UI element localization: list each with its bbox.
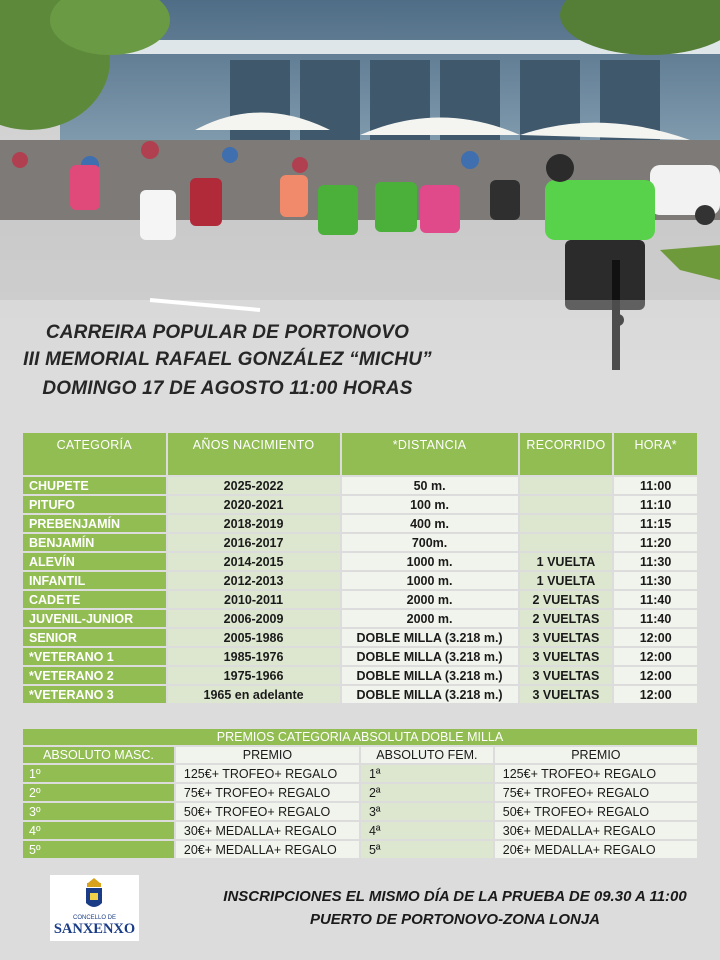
prize-row bbox=[23, 822, 697, 839]
category-time-cell: 11:10 bbox=[614, 496, 697, 513]
header-absoluto-masc: ABSOLUTO MASC. bbox=[23, 747, 174, 763]
prize-masc-position-cell: 5º bbox=[23, 841, 174, 858]
category-distance-cell: 1000 m. bbox=[342, 572, 518, 589]
category-time-cell: 12:00 bbox=[614, 629, 697, 646]
prize-masc-prize-cell: 125€+ TROFEO+ REGALO bbox=[176, 765, 359, 782]
category-distance-cell: DOBLE MILLA (3.218 m.) bbox=[342, 667, 518, 684]
category-distance-cell: 100 m. bbox=[342, 496, 518, 513]
prize-row bbox=[23, 784, 697, 801]
category-distance-cell: 400 m. bbox=[342, 515, 518, 532]
prize-masc-prize-cell: 20€+ MEDALLA+ REGALO bbox=[176, 841, 359, 858]
hero-title-line-1: CARREIRA POPULAR DE PORTONOVO bbox=[45, 322, 410, 343]
category-row bbox=[23, 496, 697, 513]
category-row bbox=[23, 686, 697, 703]
category-distance-cell: 2000 m. bbox=[342, 610, 518, 627]
sanxenxo-crest-icon bbox=[50, 875, 139, 915]
category-birth-years-cell: 1965 en adelante bbox=[168, 686, 340, 703]
category-category-cell: PITUFO bbox=[23, 496, 166, 513]
header-distancia: *DISTANCIA bbox=[342, 433, 518, 475]
category-birth-years-cell: 2020-2021 bbox=[168, 496, 340, 513]
footer-location: PUERTO DE PORTONOVO-ZONA LONJA bbox=[309, 911, 601, 928]
category-row bbox=[23, 553, 697, 570]
category-row bbox=[23, 515, 697, 532]
category-category-cell: SENIOR bbox=[23, 629, 166, 646]
category-birth-years-cell: 1985-1976 bbox=[168, 648, 340, 665]
prize-masc-position-cell: 2º bbox=[23, 784, 174, 801]
category-route-cell: 3 VUELTAS bbox=[520, 667, 613, 684]
category-distance-cell: 1000 m. bbox=[342, 553, 518, 570]
category-time-cell: 11:30 bbox=[614, 572, 697, 589]
prize-fem-prize-cell: 125€+ TROFEO+ REGALO bbox=[495, 765, 697, 782]
category-time-cell: 12:00 bbox=[614, 686, 697, 703]
prize-fem-prize-cell: 50€+ TROFEO+ REGALO bbox=[495, 803, 697, 820]
header-hora: HORA* bbox=[614, 433, 697, 475]
prize-fem-position-cell: 5ª bbox=[361, 841, 493, 858]
category-category-cell: INFANTIL bbox=[23, 572, 166, 589]
prizes-title-row bbox=[23, 729, 697, 745]
category-route-cell: 1 VUELTA bbox=[520, 553, 613, 570]
category-birth-years-cell: 2006-2009 bbox=[168, 610, 340, 627]
prizes-table bbox=[21, 727, 699, 860]
prize-row bbox=[23, 765, 697, 782]
category-birth-years-cell: 2014-2015 bbox=[168, 553, 340, 570]
prize-fem-position-cell: 4ª bbox=[361, 822, 493, 839]
category-row bbox=[23, 591, 697, 608]
header-premio-fem: PREMIO bbox=[495, 747, 697, 763]
category-time-cell: 12:00 bbox=[614, 667, 697, 684]
category-category-cell: CHUPETE bbox=[23, 477, 166, 494]
logo-small-text: CONCELLO DE bbox=[72, 915, 116, 921]
category-route-cell bbox=[520, 477, 613, 494]
category-row bbox=[23, 667, 697, 684]
category-birth-years-cell: 2018-2019 bbox=[168, 515, 340, 532]
categories-table bbox=[21, 431, 699, 705]
prize-masc-prize-cell: 50€+ TROFEO+ REGALO bbox=[176, 803, 359, 820]
category-birth-years-cell: 1975-1966 bbox=[168, 667, 340, 684]
footer-inscripciones: INSCRIPCIONES EL MISMO DÍA DE LA PRUEBA DE 09.30 A 11:00 bbox=[223, 888, 687, 905]
category-birth-years-cell: 2012-2013 bbox=[168, 572, 340, 589]
categories-header-row bbox=[23, 433, 697, 475]
category-route-cell bbox=[520, 496, 613, 513]
header-premio-masc: PREMIO bbox=[176, 747, 359, 763]
category-distance-cell: 2000 m. bbox=[342, 591, 518, 608]
prize-masc-position-cell: 4º bbox=[23, 822, 174, 839]
category-distance-cell: DOBLE MILLA (3.218 m.) bbox=[342, 686, 518, 703]
prize-masc-prize-cell: 75€+ TROFEO+ REGALO bbox=[176, 784, 359, 801]
category-row bbox=[23, 477, 697, 494]
category-time-cell: 11:40 bbox=[614, 610, 697, 627]
category-route-cell: 3 VUELTAS bbox=[520, 629, 613, 646]
prize-fem-position-cell: 2ª bbox=[361, 784, 493, 801]
category-category-cell: CADETE bbox=[23, 591, 166, 608]
header-absoluto-fem: ABSOLUTO FEM. bbox=[361, 747, 493, 763]
category-category-cell: *VETERANO 1 bbox=[23, 648, 166, 665]
prize-fem-prize-cell: 75€+ TROFEO+ REGALO bbox=[495, 784, 697, 801]
prize-masc-position-cell: 3º bbox=[23, 803, 174, 820]
category-distance-cell: 50 m. bbox=[342, 477, 518, 494]
category-route-cell: 3 VUELTAS bbox=[520, 686, 613, 703]
category-birth-years-cell: 2016-2017 bbox=[168, 534, 340, 551]
category-time-cell: 11:15 bbox=[614, 515, 697, 532]
category-row bbox=[23, 648, 697, 665]
prizes-title: PREMIOS CATEGORIA ABSOLUTA DOBLE MILLA bbox=[23, 729, 697, 745]
category-row bbox=[23, 534, 697, 551]
category-birth-years-cell: 2005-1986 bbox=[168, 629, 340, 646]
hero-photo bbox=[0, 0, 720, 412]
header-categoria: CATEGORÍA bbox=[23, 433, 166, 475]
prize-fem-position-cell: 1ª bbox=[361, 765, 493, 782]
category-category-cell: BENJAMÍN bbox=[23, 534, 166, 551]
category-distance-cell: DOBLE MILLA (3.218 m.) bbox=[342, 629, 518, 646]
prize-row bbox=[23, 803, 697, 820]
hero-title-line-2: III MEMORIAL RAFAEL GONZÁLEZ “MICHU” bbox=[23, 349, 432, 370]
category-category-cell: *VETERANO 3 bbox=[23, 686, 166, 703]
category-time-cell: 11:20 bbox=[614, 534, 697, 551]
prize-masc-prize-cell: 30€+ MEDALLA+ REGALO bbox=[176, 822, 359, 839]
prize-fem-position-cell: 3ª bbox=[361, 803, 493, 820]
category-birth-years-cell: 2025-2022 bbox=[168, 477, 340, 494]
category-route-cell bbox=[520, 534, 613, 551]
category-category-cell: JUVENIL-JUNIOR bbox=[23, 610, 166, 627]
category-route-cell bbox=[520, 515, 613, 532]
category-route-cell: 3 VUELTAS bbox=[520, 648, 613, 665]
category-birth-years-cell: 2010-2011 bbox=[168, 591, 340, 608]
category-row bbox=[23, 572, 697, 589]
category-category-cell: PREBENJAMÍN bbox=[23, 515, 166, 532]
category-time-cell: 11:30 bbox=[614, 553, 697, 570]
logo-big-text: SANXENXO bbox=[53, 921, 136, 937]
category-route-cell: 2 VUELTAS bbox=[520, 610, 613, 627]
category-row bbox=[23, 629, 697, 646]
prizes-header-row bbox=[23, 747, 697, 763]
category-route-cell: 1 VUELTA bbox=[520, 572, 613, 589]
category-time-cell: 12:00 bbox=[614, 648, 697, 665]
prize-fem-prize-cell: 20€+ MEDALLA+ REGALO bbox=[495, 841, 697, 858]
prize-masc-position-cell: 1º bbox=[23, 765, 174, 782]
prize-fem-prize-cell: 30€+ MEDALLA+ REGALO bbox=[495, 822, 697, 839]
header-anos-nacimiento: AÑOS NACIMIENTO bbox=[168, 433, 340, 475]
category-route-cell: 2 VUELTAS bbox=[520, 591, 613, 608]
category-time-cell: 11:00 bbox=[614, 477, 697, 494]
hero-title-line-3: DOMINGO 17 DE AGOSTO 11:00 HORAS bbox=[42, 378, 413, 399]
category-row bbox=[23, 610, 697, 627]
category-distance-cell: DOBLE MILLA (3.218 m.) bbox=[342, 648, 518, 665]
category-time-cell: 11:40 bbox=[614, 591, 697, 608]
prize-row bbox=[23, 841, 697, 858]
header-recorrido: RECORRIDO bbox=[520, 433, 613, 475]
sanxenxo-logo bbox=[50, 875, 139, 941]
category-category-cell: *VETERANO 2 bbox=[23, 667, 166, 684]
category-category-cell: ALEVÍN bbox=[23, 553, 166, 570]
category-distance-cell: 700m. bbox=[342, 534, 518, 551]
